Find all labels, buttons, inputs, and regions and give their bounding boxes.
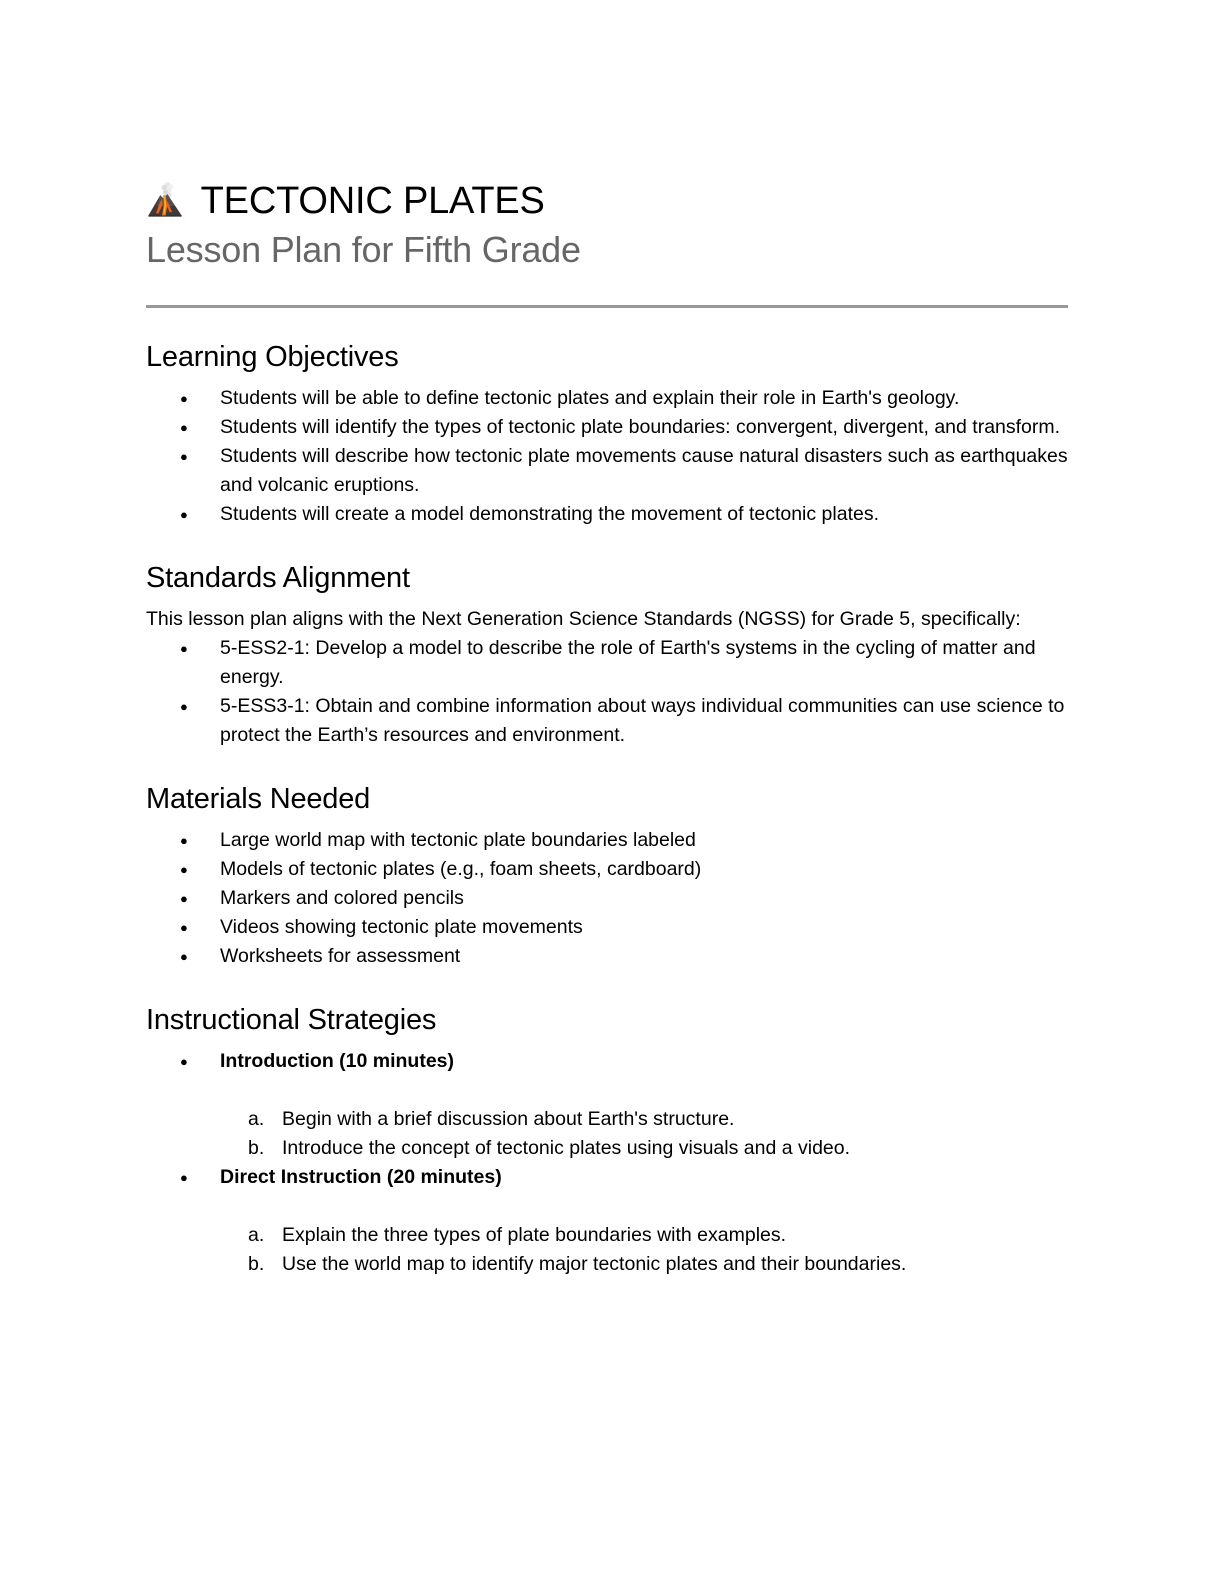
list-item-text: Explain the three types of plate boundaries with examples.	[282, 1224, 787, 1246]
title-divider	[146, 305, 1068, 308]
section-instructional-strategies	[146, 1002, 1068, 1279]
list-item	[146, 1134, 1068, 1163]
list-marker: a.	[248, 1224, 265, 1246]
list-item: ● Students will create a model demonstrating the movement of tectonic plates.	[146, 500, 1068, 529]
spacer	[146, 1192, 1068, 1221]
list-item: ● Videos showing tectonic plate movements	[146, 913, 1068, 942]
section-heading: Materials Needed	[146, 783, 371, 815]
section-heading: Standards Alignment	[146, 562, 410, 594]
list-item-text: Introduce the concept of tectonic plates using visuals and a video.	[282, 1137, 851, 1159]
list-item: ● Markers and colored pencils	[146, 884, 1068, 913]
introduction-steps	[146, 1105, 1068, 1163]
standards-list	[146, 634, 1068, 750]
strategies-list	[146, 1047, 1068, 1076]
document-body	[146, 0, 1068, 1279]
list-item: ● Students will be able to define tectonic plates and explain their role in Earth's geology.	[146, 384, 1068, 413]
list-item: ● Direct Instruction (20 minutes)	[146, 1163, 1068, 1192]
list-marker: b.	[248, 1253, 265, 1275]
page-title-text: TECTONIC PLATES	[200, 180, 545, 222]
list-item-text: Begin with a brief discussion about Earth's structure.	[282, 1108, 735, 1130]
list-item	[146, 1105, 1068, 1134]
page-subtitle: Lesson Plan for Fifth Grade	[146, 229, 581, 270]
list-item: ● Large world map with tectonic plate boundaries labeled	[146, 826, 1068, 855]
list-item: ● Models of tectonic plates (e.g., foam sheets, cardboard)	[146, 855, 1068, 884]
strategies-list	[146, 1163, 1068, 1192]
list-item: ● Introduction (10 minutes)	[146, 1047, 1068, 1076]
list-item: ● Students will describe how tectonic plate movements cause natural disasters such as earthquakes and volcanic eruptions.	[146, 442, 1068, 500]
section-heading: Learning Objectives	[146, 341, 399, 373]
materials-list	[146, 826, 1068, 971]
list-item	[146, 1221, 1068, 1250]
spacer	[146, 1076, 1068, 1105]
list-item: ● 5-ESS2-1: Develop a model to describe the role of Earth's systems in the cycling of matter and energy.	[146, 634, 1068, 692]
list-item-text: Use the world map to identify major tectonic plates and their boundaries.	[282, 1253, 907, 1275]
objectives-list	[146, 384, 1068, 529]
volcano-emoji	[146, 181, 184, 219]
section-heading: Instructional Strategies	[146, 1004, 437, 1036]
title-block	[146, 0, 1068, 308]
list-marker: a.	[248, 1108, 265, 1130]
section-materials-needed	[146, 781, 1068, 971]
section-standards-alignment	[146, 560, 1068, 750]
standards-intro-paragraph: This lesson plan aligns with the Next Generation Science Standards (NGSS) for Grade 5, specifically:	[146, 608, 1021, 630]
list-item: ● 5-ESS3-1: Obtain and combine information about ways individual communities can use science to protect the Earth’s resources and environment.	[146, 692, 1068, 750]
list-item: ● Worksheets for assessment	[146, 942, 1068, 971]
list-item: ● Students will identify the types of tectonic plate boundaries: convergent, divergent, and transform.	[146, 413, 1068, 442]
list-marker: b.	[248, 1137, 265, 1159]
list-item	[146, 1250, 1068, 1279]
section-learning-objectives	[146, 339, 1068, 529]
direct-instruction-steps	[146, 1221, 1068, 1279]
page-title	[146, 178, 1068, 224]
